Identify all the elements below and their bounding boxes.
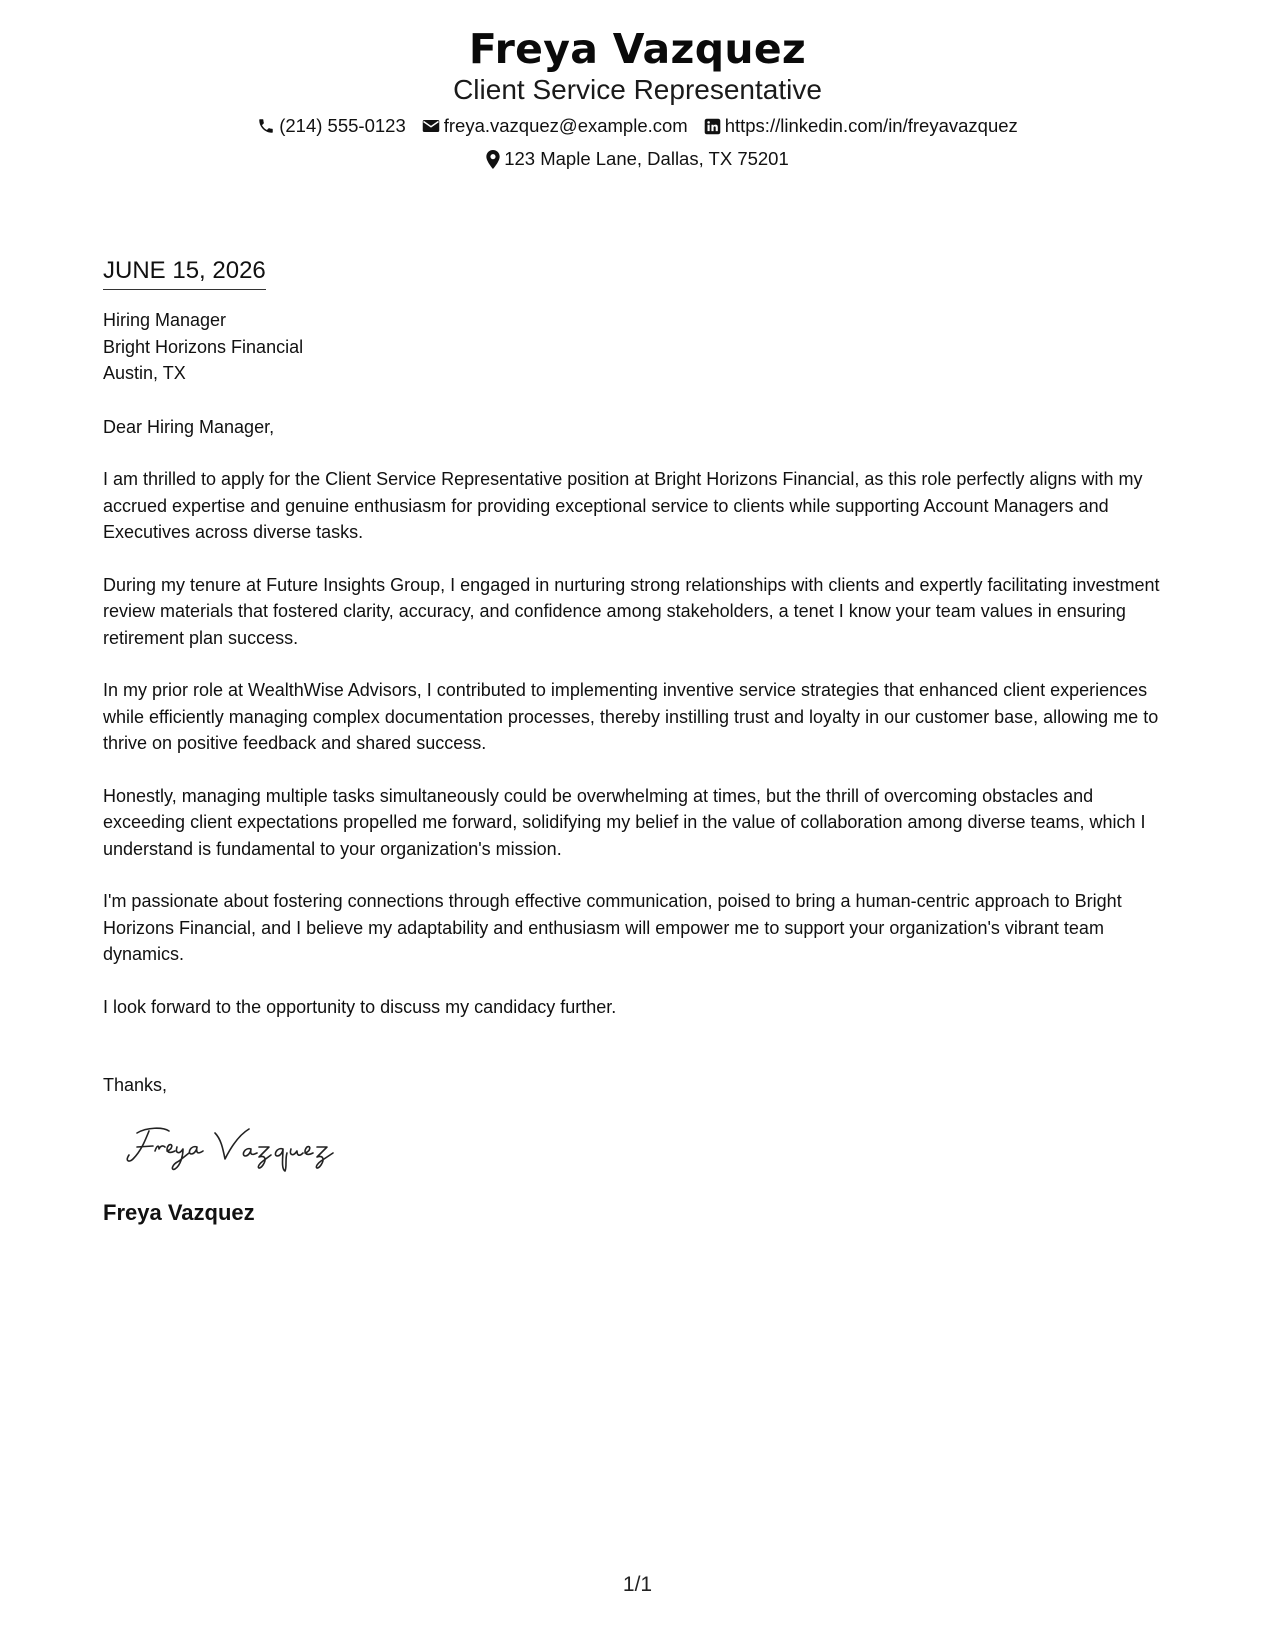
contact-phone — [257, 114, 406, 138]
address-row — [0, 147, 1275, 171]
contact-email[interactable] — [422, 114, 688, 138]
body-paragraph: Honestly, managing multiple tasks simultaneously could be overwhelming at times, but the thrill of overcoming obstacles and exceeding client expectations propelled me forward, solidifying my belief in the value of collaboration among diverse teams, which I understand is fundamental to your organization's mission. — [103, 785, 1146, 859]
phone-icon — [257, 117, 275, 135]
recipient-block — [103, 307, 1178, 387]
page-number: 1/1 — [622, 1573, 653, 1596]
body-paragraph: During my tenure at Future Insights Group, I engaged in nurturing strong relationships with clients and expertly facilitating investment review materials that fostered clarity, accuracy, and confidence among stakeholders, a tenet I know your team values in ensuring retirement plan success. — [103, 574, 1160, 648]
address-text: 123 Maple Lane, Dallas, TX 75201 — [504, 148, 789, 169]
contact-row — [0, 114, 1275, 138]
signature-graphic — [123, 1119, 363, 1179]
body-paragraph: I look forward to the opportunity to discuss my candidacy further. — [103, 996, 617, 1017]
salutation: Dear Hiring Manager, — [103, 416, 275, 437]
applicant-title: Client Service Representative — [453, 74, 822, 105]
letter-date: JUNE 15, 2026 — [103, 256, 266, 290]
contact-address — [486, 147, 789, 171]
body-paragraph: In my prior role at WealthWise Advisors, I contributed to implementing inventive service strategies that enhanced client experiences while efficiently managing complex documentation processes, thereby instilling trust and loyalty in our customer base, allowing me to thrive on positive feedback and shared success. — [103, 680, 1159, 753]
map-pin-icon — [486, 150, 500, 169]
closing: Thanks, — [103, 1075, 168, 1095]
letter-body — [103, 256, 1178, 1227]
linkedin-text[interactable]: https://linkedin.com/in/freyavazquez — [724, 115, 1018, 136]
envelope-icon — [422, 118, 440, 134]
body-paragraph: I'm passionate about fostering connections through effective communication, poised to bring a human-centric approach to Bright Horizons Financial, and I believe my adaptability and enthusiasm will empower me to support your organization's vibrant team dynamics. — [103, 891, 1122, 964]
phone-text: (214) 555-0123 — [279, 115, 406, 136]
linkedin-icon — [704, 118, 721, 135]
applicant-name: Freya Vazquez — [468, 25, 807, 73]
recipient-line: Hiring Manager — [103, 310, 227, 330]
email-text[interactable]: freya.vazquez@example.com — [443, 115, 688, 136]
signed-name: Freya Vazquez — [103, 1199, 255, 1225]
handwritten-signature — [123, 1119, 1178, 1179]
body-paragraph: I am thrilled to apply for the Client Service Representative position at Bright Horizons Financial, as this role perfectly aligns with my accrued expertise and genuine enthusiasm for providing exceptional service to clients while supporting Account Managers and Executives across diverse tasks. — [103, 469, 1143, 542]
recipient-line: Bright Horizons Financial — [103, 336, 304, 357]
recipient-line: Austin, TX — [103, 363, 186, 383]
letter-header — [0, 22, 1275, 171]
contact-linkedin[interactable] — [704, 114, 1018, 138]
